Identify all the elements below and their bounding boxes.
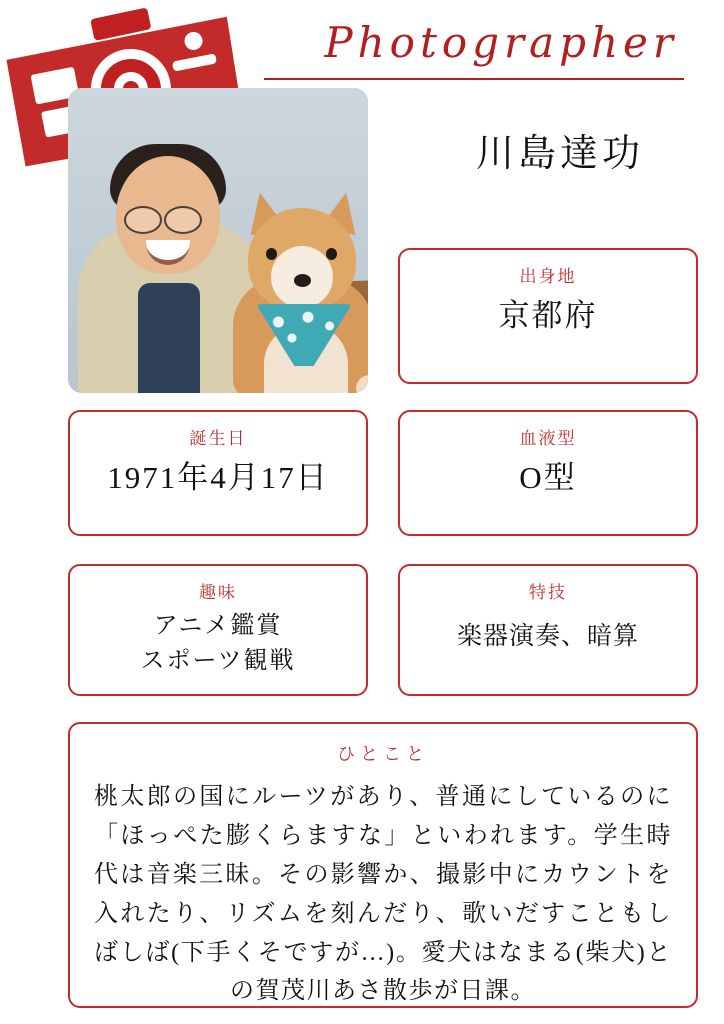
title-underline	[264, 78, 684, 80]
person-name: 川島達功	[475, 133, 644, 175]
info-card-value: 京都府	[498, 298, 598, 333]
info-card-value: 1971年4月17日	[107, 460, 329, 495]
photo-dog-eye-left	[266, 248, 277, 260]
comment-text: 桃太郎の国にルーツがあり、普通にしているのに「ほっぺた膨くらますな」といわれます。学生時代は音楽三昧。その影響か、撮影中にカウントを入れたり、リズムを刻んだり、歌いだすこともしばしば(下手くそですが…)。愛犬はなまる(柴犬)との賀茂川あさ散歩が日課。	[94, 784, 672, 1005]
info-card-hobby	[68, 564, 368, 696]
info-card-birthplace	[398, 248, 698, 384]
photo-dog-bandana-pattern	[264, 310, 344, 350]
photo-dog-nose	[294, 274, 311, 287]
info-card-value: 楽器演奏、暗算	[456, 623, 639, 650]
photo-man-shirt	[138, 283, 200, 393]
info-card-value-line2: スポーツ観戦	[140, 647, 296, 674]
info-card-birthday	[68, 410, 368, 536]
photo-man-glasses-right	[164, 206, 202, 234]
info-card-label: 趣味	[199, 583, 237, 602]
info-card-value: O型	[519, 460, 577, 495]
info-card-label: 特技	[529, 583, 567, 602]
info-card-skill	[398, 564, 698, 696]
comment-label: ひとこと	[337, 744, 429, 764]
photo-dog-eye-right	[326, 248, 337, 260]
info-card-label: 誕生日	[189, 429, 247, 448]
comment-card	[68, 722, 698, 1008]
photo-man-glasses-left	[124, 206, 162, 234]
info-card-label: 血液型	[519, 429, 577, 448]
page-title: Photographer	[324, 18, 678, 67]
info-card-label: 出身地	[519, 267, 577, 286]
info-card-value-line1: アニメ鑑賞	[153, 613, 283, 639]
profile-photo	[68, 88, 368, 393]
info-card-bloodtype	[398, 410, 698, 536]
